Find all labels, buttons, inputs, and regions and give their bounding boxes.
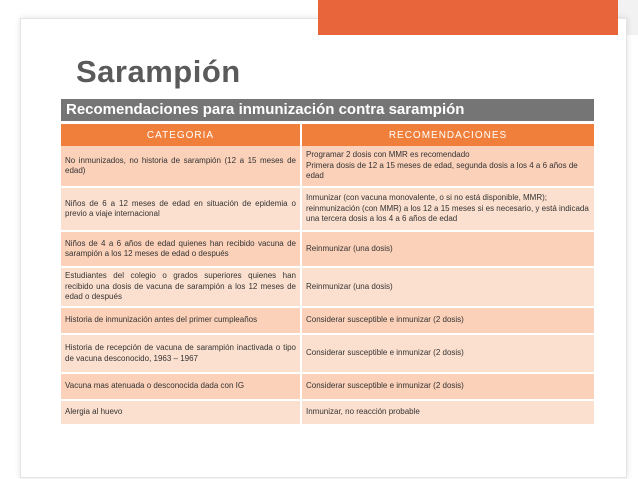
category-cell: Niños de 4 a 6 años de edad quienes han recibido vacuna de sarampión a los 12 meses de edad o después <box>61 231 301 267</box>
table-row <box>61 146 594 187</box>
recommendation-line: Inmunizar (con vacuna monovalente, o si no está disponible, MMR); reinmunización (con MMR) a los 12 a 15 meses si es necesario, y está indicada una tercera dosis a los 4 a 6 años de edad <box>306 193 589 224</box>
table-row <box>61 400 594 425</box>
recommendation-cell <box>301 267 594 307</box>
recommendation-line: Considerar susceptible e inmunizar (2 dosis) <box>306 315 464 325</box>
category-cell: Vacuna mas atenuada o desconocida dada con IG <box>61 373 301 400</box>
slide-title: Sarampión <box>76 54 241 89</box>
recommendation-line: Considerar susceptible e inmunizar (2 dosis) <box>306 348 464 358</box>
table-row <box>61 373 594 400</box>
recommendation-line: Inmunizar, no reacción probable <box>306 407 420 417</box>
table-row <box>61 334 594 373</box>
table-header-row <box>61 124 594 146</box>
header-recommendations: RECOMENDACIONES <box>301 124 594 146</box>
recommendation-cell <box>301 231 594 267</box>
accent-bar <box>318 0 618 35</box>
table-row <box>61 187 594 231</box>
recommendation-line: Considerar susceptible e inmunizar (2 dosis) <box>306 381 464 391</box>
recommendation-cell <box>301 307 594 334</box>
recommendations-table <box>61 124 594 426</box>
table-row <box>61 267 594 307</box>
table-row <box>61 231 594 267</box>
recommendation-line: Reinmunizar (una dosis) <box>306 243 393 253</box>
category-cell: No inmunizados, no historia de sarampión (12 a 15 meses de edad) <box>61 146 301 187</box>
header-category: CATEGORIA <box>61 124 301 146</box>
recommendation-line: Reinmunizar (una dosis) <box>306 281 393 291</box>
category-cell: Estudiantes del colegio o grados superiores quienes han recibido una dosis de vacuna de sarampión a los 12 meses de edad o después <box>61 267 301 307</box>
category-cell: Alergia al huevo <box>61 400 301 425</box>
category-cell: Niños de 6 a 12 meses de edad en situación de epidemia o previo a viaje internacional <box>61 187 301 231</box>
recommendation-cell <box>301 373 594 400</box>
recommendation-cell <box>301 187 594 231</box>
recommendation-line: Programar 2 dosis con MMR es recomendado <box>306 150 470 160</box>
recommendation-cell <box>301 146 594 187</box>
recommendation-cell <box>301 334 594 373</box>
recommendation-cell <box>301 400 594 425</box>
table-row <box>61 307 594 334</box>
slide-subtitle: Recomendaciones para inmunización contra sarampión <box>66 101 465 118</box>
category-cell: Historia de recepción de vacuna de sarampión inactivada o tipo de vacuna desconocido, 1963 – 1967 <box>61 334 301 373</box>
category-cell: Historia de inmunización antes del primer cumpleaños <box>61 307 301 334</box>
recommendation-line: Primera dosis de 12 a 15 meses de edad, segunda dosis a los 4 a 6 años de edad <box>306 160 578 181</box>
